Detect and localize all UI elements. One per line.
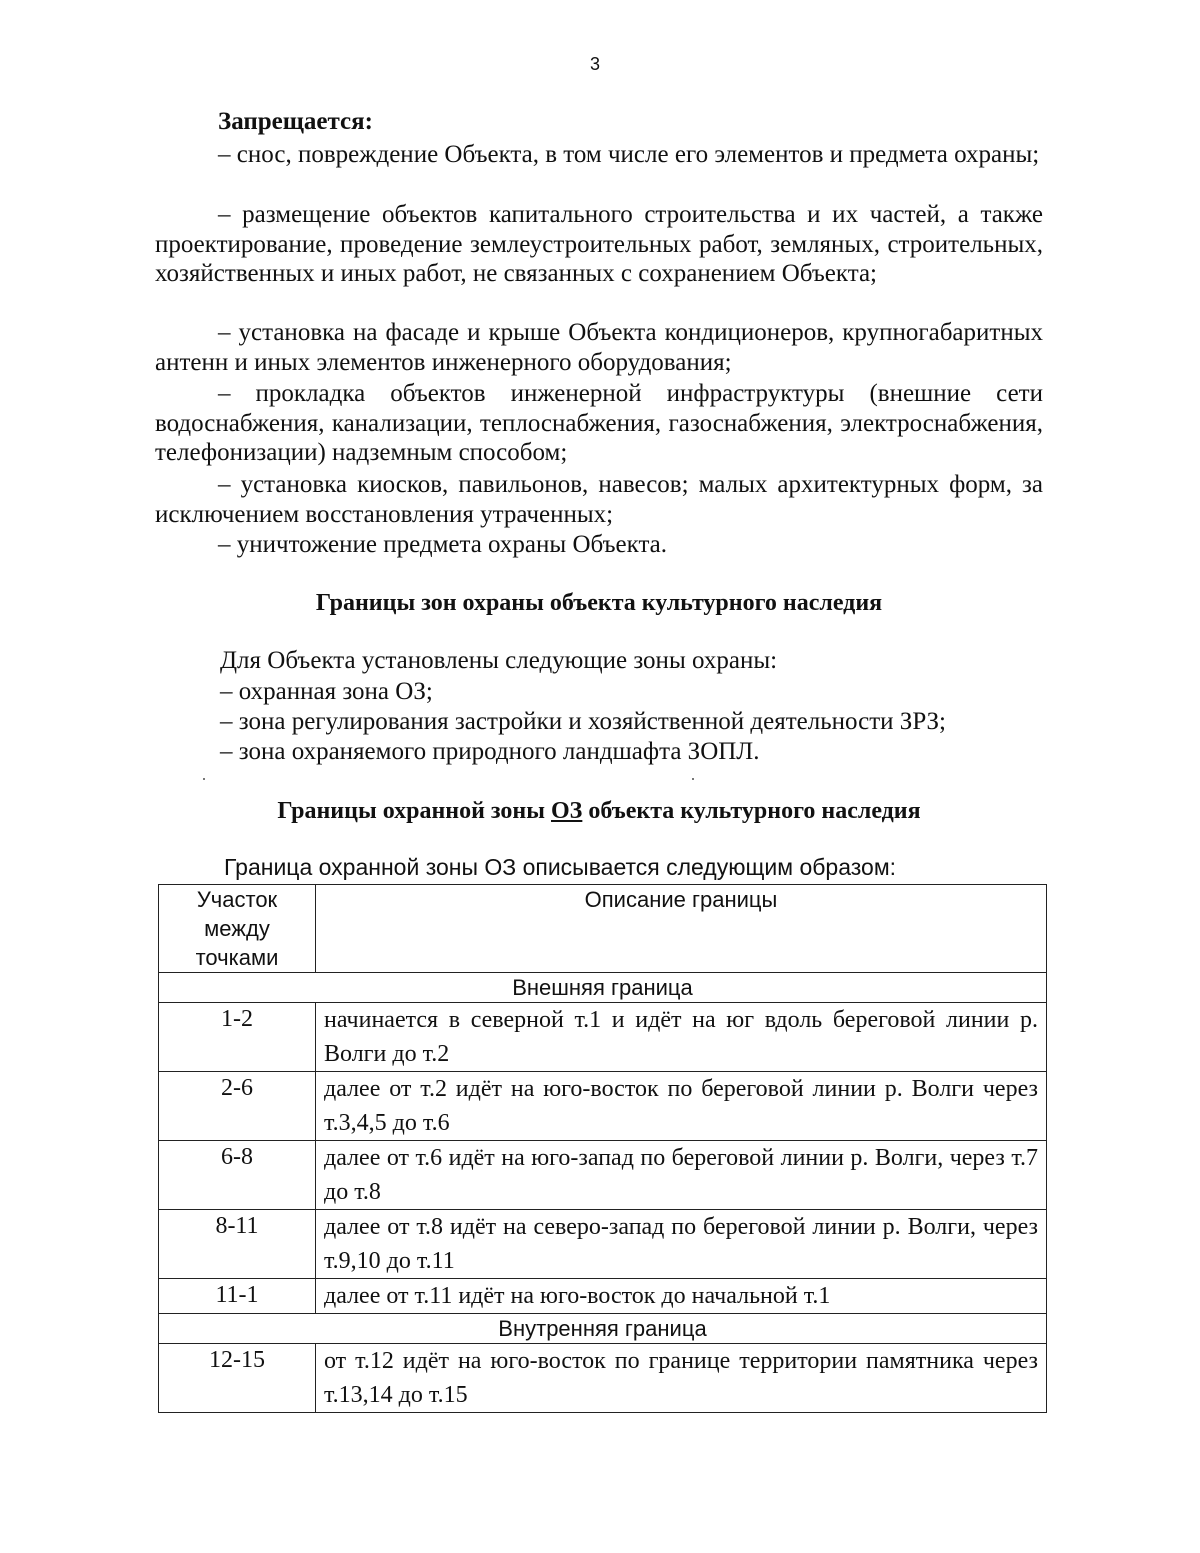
oz-heading-before: Границы охранной зоны [277,798,551,824]
oz-heading-code: ОЗ [551,798,583,824]
prohibition-item: – снос, повреждение Объекта, в том числе его элементов и предмета охраны; [218,141,1040,168]
table-header-row [159,885,1047,973]
table-row [159,1279,1047,1314]
prohibition-item: – размещение объектов капитального строительства и их частей, а также проектирование, проведение землеустроительных работ, земляных, строительных, хозяйственных и иных работ, не связанных с сохранением Объекта; [155,201,1043,287]
segment-cell: 2-6 [159,1072,316,1141]
prohibition-item: – установка на фасаде и крыше Объекта кондиционеров, крупногабаритных антенн и иных элементов инженерного оборудования; [155,319,1043,376]
prohibitions-heading: Запрещается: [218,108,374,135]
zones-heading: Границы зон охраны объекта культурного наследия [315,590,883,616]
table-row [159,1141,1047,1210]
zone-item: – охранная зона ОЗ; [220,678,433,705]
segment-cell: 6-8 [159,1141,316,1210]
inner-boundary-title: Внутренняя граница [159,1314,1047,1344]
description-cell: далее от т.11 идёт на юго-восток до начальной т.1 [316,1279,1047,1314]
segment-header-line: между [204,916,270,941]
table-row [159,1210,1047,1279]
oz-heading [155,798,1043,825]
table-row [159,1072,1047,1141]
description-cell: от т.12 идёт на юго-восток по границе территории памятника через т.13,14 до т.15 [316,1344,1047,1413]
segment-cell: 11-1 [159,1279,316,1314]
boundary-table [158,884,1047,1413]
scan-speck [692,778,694,780]
description-cell: далее от т.8 идёт на северо-запад по береговой линии р. Волги, через т.9,10 до т.11 [316,1210,1047,1279]
zone-item: – зона охраняемого природного ландшафта ЗОПЛ. [220,738,760,765]
outer-boundary-title: Внешняя граница [159,973,1047,1003]
segment-column-header [159,885,316,973]
oz-intro: Граница охранной зоны ОЗ описывается следующим образом: [224,854,897,880]
table-row [159,1344,1047,1413]
prohibition-item: – установка киосков, павильонов, навесов; малых архитектурных форм, за исключением восстановления утраченных; [155,471,1043,528]
oz-heading-after: объекта культурного наследия [582,798,921,824]
segment-cell: 12-15 [159,1344,316,1413]
description-column-header: Описание границы [316,885,1047,973]
description-cell: начинается в северной т.1 и идёт на юг вдоль береговой линии р. Волги до т.2 [316,1003,1047,1072]
page-number: 3 [589,54,600,74]
zone-item: – зона регулирования застройки и хозяйственной деятельности ЗРЗ; [220,708,947,735]
description-cell: далее от т.6 идёт на юго-запад по береговой линии р. Волги, через т.7 до т.8 [316,1141,1047,1210]
description-cell: далее от т.2 идёт на юго-восток по береговой линии р. Волги через т.3,4,5 до т.6 [316,1072,1047,1141]
table-row [159,1003,1047,1072]
segment-header-line: точками [195,945,279,970]
zones-intro: Для Объекта установлены следующие зоны охраны: [220,647,778,674]
segment-cell: 8-11 [159,1210,316,1279]
group-row [159,1314,1047,1344]
segment-cell: 1-2 [159,1003,316,1072]
prohibition-item: – уничтожение предмета охраны Объекта. [218,531,668,558]
group-row [159,973,1047,1003]
prohibition-item: – прокладка объектов инженерной инфраструктуры (внешние сети водоснабжения, канализации, теплоснабжения, газоснабжения, электроснабжения, телефонизации) надземным способом; [155,380,1043,466]
segment-header-line: Участок [196,887,278,912]
scan-speck [203,778,205,780]
